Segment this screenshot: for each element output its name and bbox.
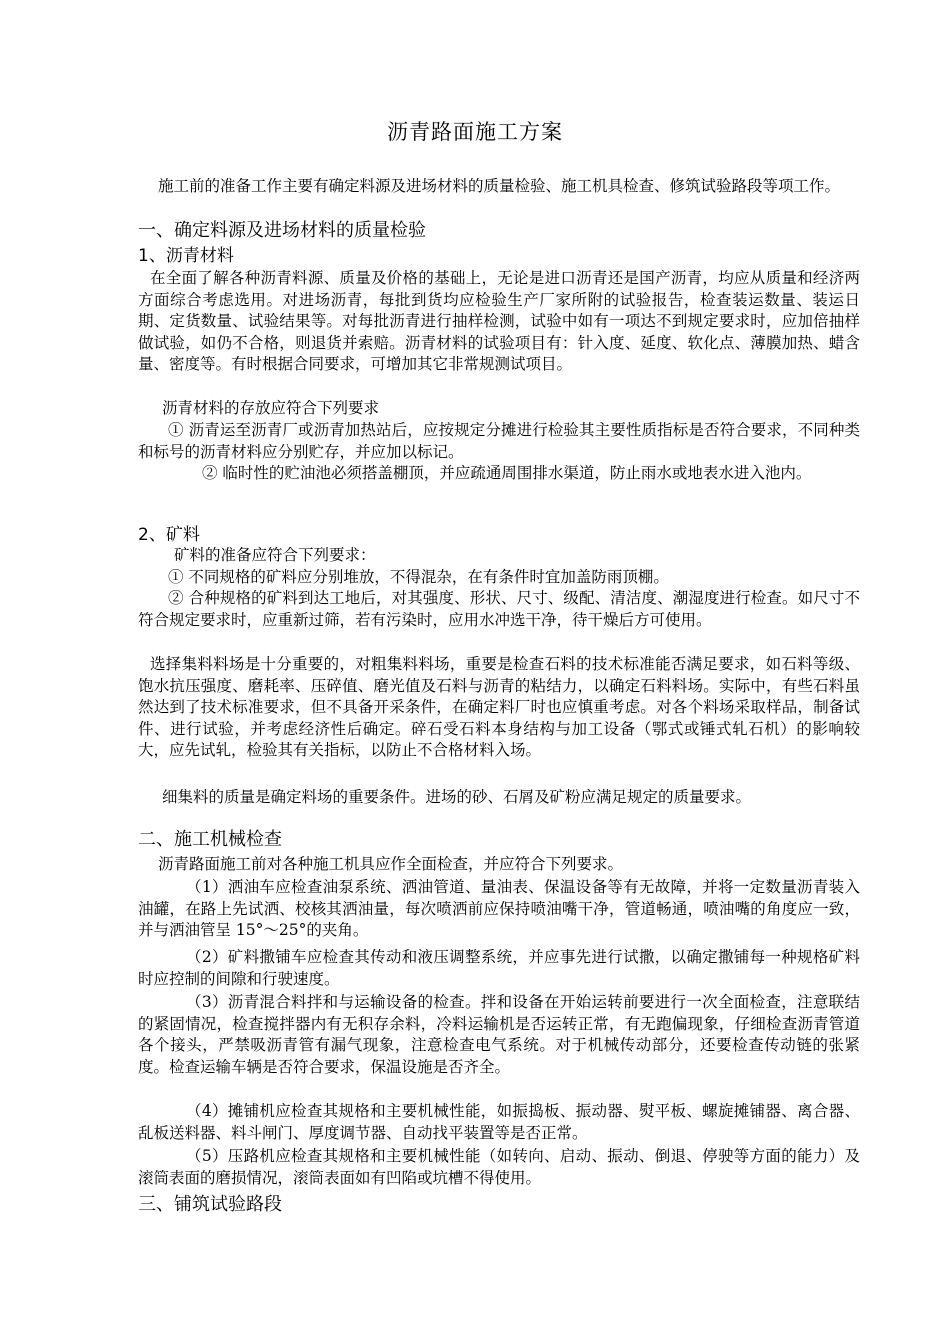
aggregate-paragraph-1: 矿料的准备应符合下列要求： xyxy=(174,546,376,564)
aggregate-paragraph-2: 选择集料料场是十分重要的，对粗集料料场，重要是检查石料的技术标准能否满足要求，如石料等级、饱水抗压强度、磨耗率、压碎值、磨光值及石料与沥青的粘结力，以确定石料料场。实际中，有些石料虽然达到了技术标准要求，但不具备开采条件，在确定料厂时也应慎重考虑。对各个料场采取样品，制备试件、进行试验，并考虑经济性后确定。碎石受石料本身结构与加工设备（鄂式或锤式轧石机）的影响较大，应先试轧，检验其有关指标，以防止不合格材料入场。 xyxy=(138,655,860,760)
section1-sub2-heading: 2、矿料 xyxy=(138,525,200,545)
asphalt-item-2: ② 临时性的贮油池必须搭盖棚顶，并应疏通周围排水渠道，防止雨水或地表水进入池内。 xyxy=(202,464,812,482)
document-title: 沥青路面施工方案 xyxy=(387,120,563,144)
section3-heading: 三、铺筑试验路段 xyxy=(138,1194,282,1215)
machinery-item-2: （2）矿料撒铺车应检查其传动和液压调整系统，并应事先进行试撒，以确定撒铺每一种规格矿料时应控制的间隙和行驶速度。 xyxy=(138,948,860,988)
machinery-item-1: （1）洒油车应检查油泵系统、洒油管道、量油表、保温设备等有无故障，并将一定数量沥青装入油罐，在路上先试洒、校核其洒油量，每次喷洒前应保持喷油嘴干净，管道畅通，喷油嘴的角度应一致，并与洒油管呈 15°～25°的夹角。 xyxy=(138,878,860,940)
intro-paragraph: 施工前的准备工作主要有确定料源及进场材料的质量检验、施工机具检查、修筑试验路段等项工作。 xyxy=(158,177,841,195)
asphalt-item-1: ① 沥青运至沥青厂或沥青加热站后，应按规定分摊进行检验其主要性质指标是否符合要求，不同种类和标号的沥青材料应分别贮存，并应加以标记。 xyxy=(138,421,860,461)
section2-heading: 二、施工机械检查 xyxy=(138,829,282,850)
section1-sub1-heading: 1、沥青材料 xyxy=(138,246,234,266)
asphalt-paragraph-2: 沥青材料的存放应符合下列要求 xyxy=(162,399,380,417)
aggregate-item-1: ① 不同规格的矿料应分别堆放，不得混杂，在有条件时宜加盖防雨顶棚。 xyxy=(168,568,669,586)
aggregate-item-2: ② 合种规格的矿料到达工地后，对其强度、形状、尺寸、级配、清洁度、潮湿度进行检查。如尺寸不符合规定要求时，应重新过筛，若有污染时，应用水冲选干净，待干燥后方可使用。 xyxy=(138,589,860,629)
machinery-item-3: （3）沥青混合料拌和与运输设备的检查。拌和设备在开始运转前要进行一次全面检查，注意联结的紧固情况，检查搅拌器内有无积存余料，冷料运输机是否运转正常，有无跑偏现象，仔细检查沥青管道各个接头，严禁吸沥青管有漏气现象，注意检查电气系统。对于机械传动部分，还要检查传动链的张紧度。检查运输车辆是否符合要求，保温设施是否齐全。 xyxy=(138,993,860,1076)
section1-heading: 一、确定料源及进场材料的质量检验 xyxy=(138,220,426,241)
machinery-intro: 沥青路面施工前对各种施工机具应作全面检查，并应符合下列要求。 xyxy=(158,855,624,873)
machinery-item-5: （5）压路机应检查其规格和主要机械性能（如转向、启动、振动、倒退、停驶等方面的能力）及滚筒表面的磨损情况，滚筒表面如有凹陷或坑槽不得使用。 xyxy=(138,1147,860,1187)
aggregate-paragraph-3: 细集料的质量是确定料场的重要条件。进场的砂、石屑及矿粉应满足规定的质量要求。 xyxy=(162,788,752,806)
asphalt-paragraph-1: 在全面了解各种沥青料源、质量及价格的基础上，无论是进口沥青还是国产沥青，均应从质量和经济两方面综合考虑选用。对进场沥青，每批到货均应检验生产厂家所附的试验报告，检查装运数量、装运日期、定货数量、试验结果等。对每批沥青进行抽样检测，试验中如有一项达不到规定要求时，应加倍抽样做试验，如仍不合格，则退货并索赔。沥青材料的试验项目有：针入度、延度、软化点、薄膜加热、蜡含量、密度等。有时根据合同要求，可增加其它非常规测试项目。 xyxy=(138,269,860,374)
machinery-item-4: （4）摊铺机应检查其规格和主要机械性能，如振捣板、振动器、熨平板、螺旋摊铺器、离合器、乱板送料器、料斗闸门、厚度调节器、自动找平装置等是否正常。 xyxy=(138,1102,860,1142)
